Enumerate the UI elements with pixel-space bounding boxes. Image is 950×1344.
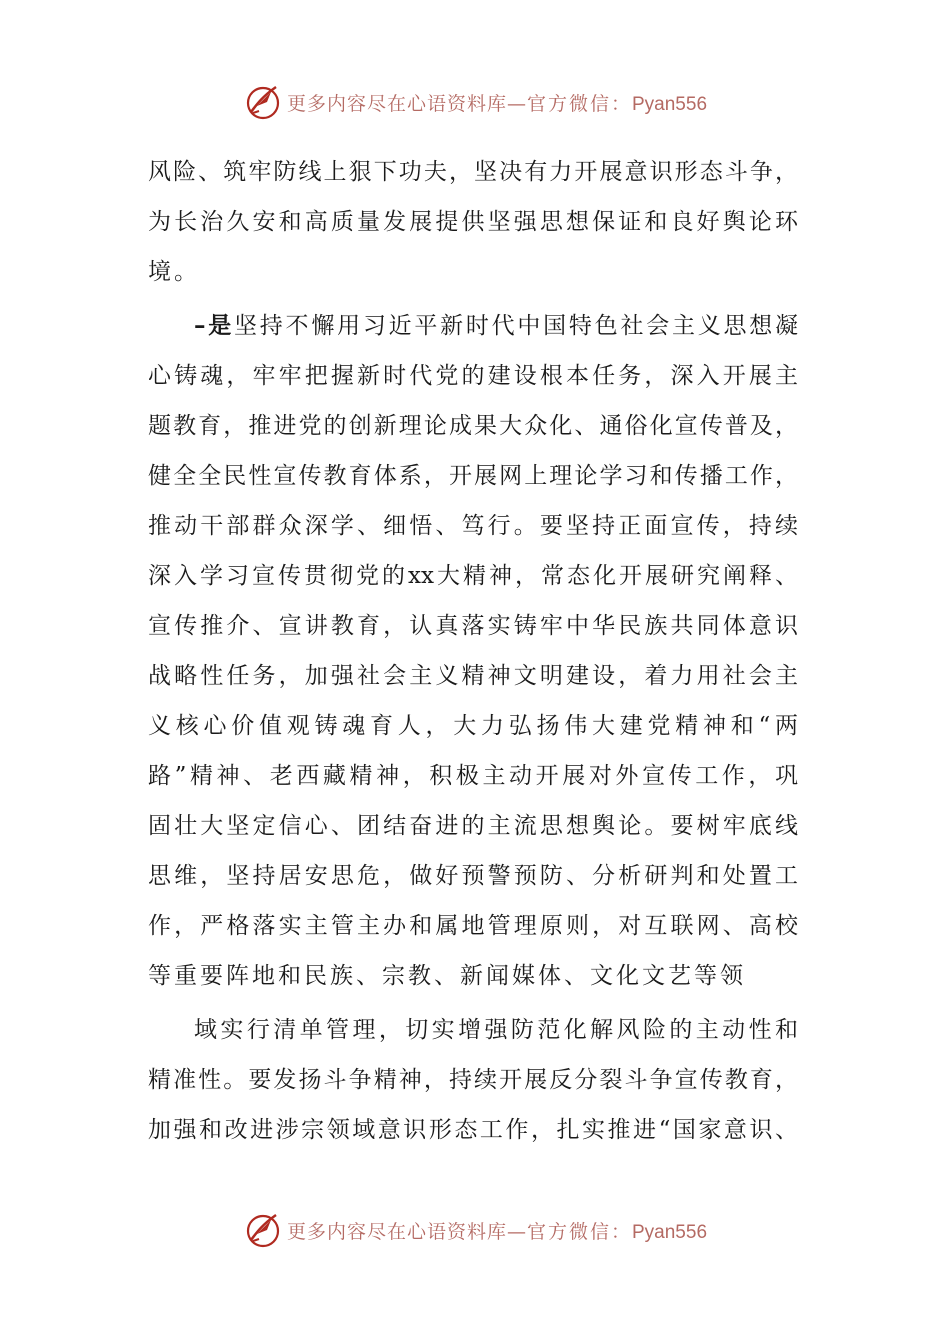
text-line: 域实行清单管理，切实增强防范化解风险的主动性和 — [194, 1017, 798, 1043]
paragraph-lead-line: –是坚持不懈用习近平新时代中国特色社会主义思想凝 — [194, 312, 799, 339]
text-line: 加强和改进涉宗领域意识形态工作，扎实推进“国家意识、 — [148, 1117, 798, 1143]
text-line: 为长治久安和高质量发展提供坚强思想保证和良好舆论环 — [148, 209, 798, 235]
watermark-text: 更多内容尽在心语资料库—官方微信：Pyan556 — [286, 92, 708, 115]
document-body — [148, 147, 798, 1155]
text-line: 作，严格落实主管主办和属地管理原则，对互联网、高校 — [148, 913, 798, 939]
text-line: 推动干部群众深学、细悟、笃行。要坚持正面宣传，持续 — [148, 513, 798, 539]
header-watermark-banner — [0, 80, 950, 124]
text-line: 义核心价值观铸魂育人，大力弘扬伟大建党精神和“两 — [148, 713, 798, 739]
text-line: 健全全民性宣传教育体系，开展网上理论学习和传播工作， — [148, 463, 798, 489]
quill-logo-icon — [243, 1210, 283, 1250]
watermark-text: 更多内容尽在心语资料库—官方微信：Pyan556 — [286, 1220, 708, 1243]
text-line: 精准性。要发扬斗争精神，持续开展反分裂斗争宣传教育， — [148, 1067, 798, 1093]
quill-logo-icon — [243, 82, 283, 122]
text-line: 题教育，推进党的创新理论成果大众化、通俗化宣传普及， — [148, 413, 798, 439]
lead-bold-text: –是 — [194, 312, 235, 339]
text-line: 风险、筑牢防线上狠下功夫，坚决有力开展意识形态斗争， — [148, 159, 798, 185]
footer-watermark-banner — [0, 1208, 950, 1252]
text-line: 境。 — [148, 259, 200, 285]
text-line: 固壮大坚定信心、团结奋进的主流思想舆论。要树牢底线 — [148, 813, 798, 839]
text-line: 思维，坚持居安思危，做好预警预防、分析研判和处置工 — [148, 863, 798, 889]
text-line: 路”精神、老西藏精神，积极主动开展对外宣传工作，巩 — [148, 763, 798, 789]
text-line: 等重要阵地和民族、宗教、新闻媒体、文化文艺等领 — [148, 963, 746, 989]
text-line: 宣传推介、宣讲教育，认真落实铸牢中华民族共同体意识 — [148, 613, 798, 639]
text-line: 心铸魂，牢牢把握新时代党的建设根本任务，深入开展主 — [148, 363, 798, 389]
text-line: 深入学习宣传贯彻党的xx大精神，常态化开展研究阐释、 — [148, 563, 798, 589]
text-line: 战略性任务，加强社会主义精神文明建设，着力用社会主 — [148, 663, 798, 689]
